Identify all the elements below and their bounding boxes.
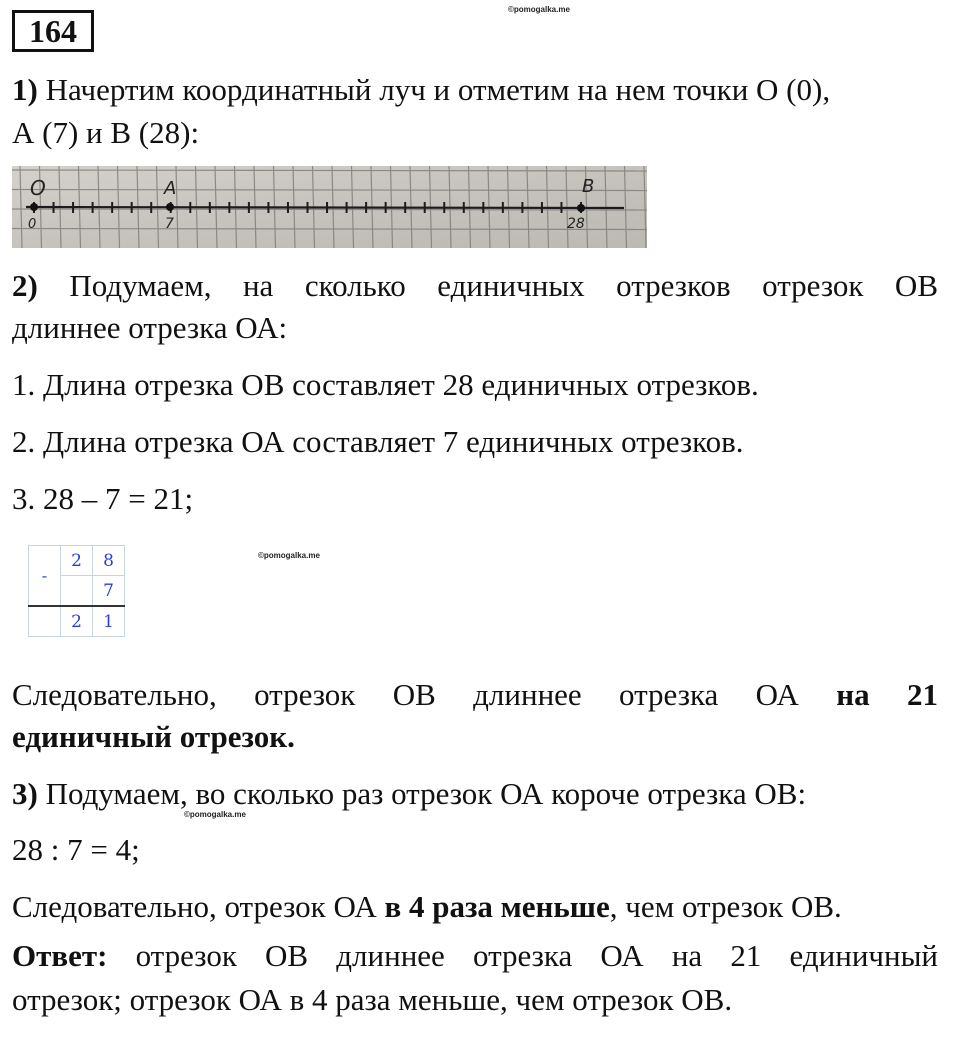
point-o xyxy=(30,203,38,211)
calc-cell: 7 xyxy=(93,576,125,607)
tick-label-28: 28 xyxy=(567,216,585,232)
answer-label: Ответ: xyxy=(12,938,108,973)
answer-line1 xyxy=(12,937,938,975)
conclusion1-bold2: единичный отрезок. xyxy=(12,719,295,754)
part1-line1 xyxy=(12,71,830,109)
conclusion1-line1 xyxy=(12,676,938,714)
part2-step3: 3. 28 – 7 = 21; xyxy=(12,481,194,516)
part2-step1: 1. Длина отрезка ОВ составляет 28 единичных отрезков. xyxy=(12,367,759,402)
coordinate-ray-drawing xyxy=(12,166,647,248)
calc-cell: 2 xyxy=(61,546,93,576)
coordinate-ray-photo xyxy=(12,166,647,248)
tick-label-0: 0 xyxy=(28,217,37,232)
task-number: 164 xyxy=(12,10,94,52)
part3-line xyxy=(12,775,806,813)
answer-text1: отрезок ОВ длиннее отрезка ОА на 21 единичный xyxy=(135,938,939,973)
watermark-top: ©pomogalka.me xyxy=(508,5,570,14)
conclusion1-bold: на 21 xyxy=(836,677,938,712)
conclusion2-bold: в 4 раза меньше xyxy=(384,889,610,924)
part1-text: Начертим координатный луч и отметим на нем точки О (0), xyxy=(45,72,831,107)
ray-line xyxy=(26,207,624,208)
label-a: A xyxy=(164,178,177,199)
watermark-middle: ©pomogalka.me xyxy=(258,551,320,560)
part2-line2: длиннее отрезка ОА: xyxy=(12,310,288,345)
watermark-bottom: ©pomogalka.me xyxy=(184,810,246,819)
calc-cell: 2 xyxy=(61,606,93,637)
answer-line2: отрезок; отрезок ОА в 4 раза меньше, чем отрезок ОВ. xyxy=(12,982,733,1017)
part2-text: Подумаем, на сколько единичных отрезков отрезок ОВ xyxy=(69,268,939,303)
part3-calc: 28 : 7 = 4; xyxy=(12,832,140,867)
column-subtraction xyxy=(28,545,125,637)
part2-line1 xyxy=(12,267,938,305)
part3-text: Подумаем, во сколько раз отрезок ОА короче отрезка ОВ: xyxy=(45,776,807,811)
conclusion2-before: Следовательно, отрезок ОА xyxy=(12,889,377,924)
label-o: О xyxy=(30,176,46,200)
label-b: B xyxy=(582,176,595,197)
tick-label-7: 7 xyxy=(165,216,174,232)
calc-cell xyxy=(61,576,93,607)
conclusion2-after: , чем отрезок ОВ. xyxy=(609,889,842,924)
part2-step2: 2. Длина отрезка ОА составляет 7 единичных отрезков. xyxy=(12,424,744,459)
calc-cell: 1 xyxy=(93,606,125,637)
calc-cell: 8 xyxy=(93,546,125,576)
conclusion1-text: Следовательно, отрезок ОВ длиннее отрезка ОА xyxy=(12,677,799,712)
calc-cell xyxy=(29,606,61,637)
minus-sign: - xyxy=(29,546,61,607)
part1-line2: А (7) и В (28): xyxy=(12,115,200,150)
point-a xyxy=(166,203,174,211)
part1-label: 1) xyxy=(12,72,38,107)
part3-label: 3) xyxy=(12,776,38,811)
point-b xyxy=(577,204,585,212)
conclusion2 xyxy=(12,888,842,926)
conclusion1-line2 xyxy=(12,718,295,756)
part2-label: 2) xyxy=(12,268,38,303)
